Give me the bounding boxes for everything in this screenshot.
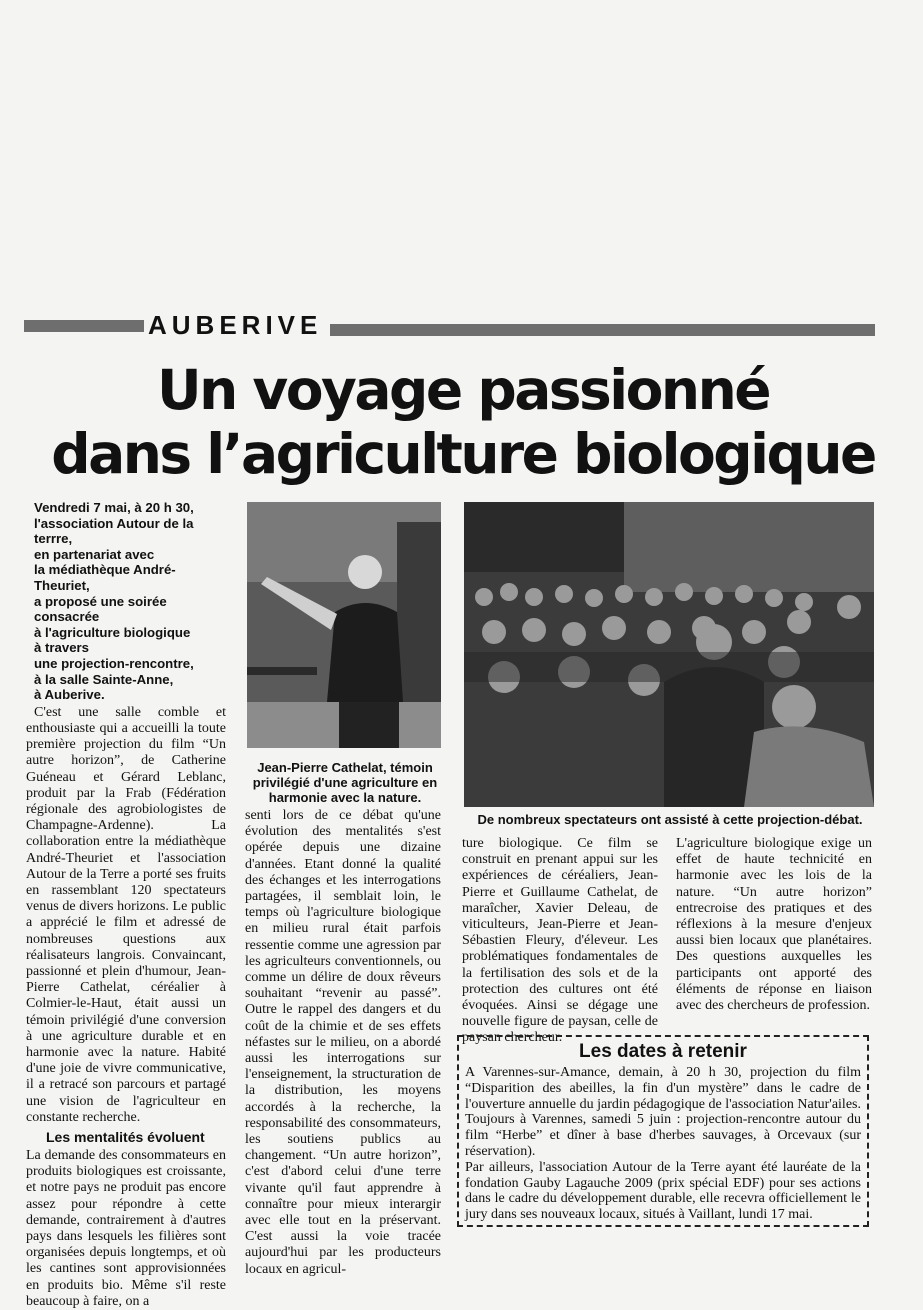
- body-paragraph: senti lors de ce débat qu'une évolution des mentalités s'est opérée depuis une dizaine d'années. Etant donné la qualité des échanges et les interrogations partagées, il semblait loin, le temps où l'agriculture biologique en milieu rural était parfois ressentie comme une agression par les agriculteurs conventionnels, ou comme un délire de doux rêveurs souhaitant “revenir au passé”. Outre le rappel des dangers et du coût de la chimie et de ses effets néfastes sur le milieu, on a abordé aussi les interrogations sur l'enseignement, la structuration de la distribution, les moyens accordés à la recherche, la responsabilité des consommateurs, les soutiens publics au changement. “Un autre horizon”, c'est d'abord celui d'une terre vivante qu'il faut apprendre à connaître pour mieux interargir avec elle tout en la préservant. C'est aussi la voie tracée aujourd'hui par les producteurs locaux en agricul-: [245, 808, 441, 1277]
- dates-box: [457, 1035, 869, 1227]
- headline: [28, 358, 898, 486]
- lead-line: à l'agriculture biologique: [34, 624, 191, 640]
- body-paragraph: L'agriculture biologique exige un effet de haute technicité en harmonie avec les lois de la nature. “Un autre horizon” entrecroise des pratiques et des réflexions à la mesure d'enjeux aussi bien locaux que planétaires. Des questions auxquelles les participants ont apporté des éléments de réponse en liaison avec des chercheurs de profession.: [676, 836, 872, 1014]
- headline-line-1: Un voyage passionné: [156, 358, 770, 422]
- header-rule-right: [330, 324, 875, 336]
- subheading: Les mentalités évoluent: [46, 1129, 205, 1145]
- lead-line: à travers: [34, 640, 89, 656]
- caption-left-photo: Jean-Pierre Cathelat, témoin privilégié d'une agriculture en harmonie avec la nature.: [252, 760, 438, 805]
- lead-line: une projection-rencontre,: [34, 655, 194, 671]
- speaker-photo-illustration: [247, 502, 441, 748]
- lead-line: en partenariat avec: [34, 546, 155, 562]
- lead-line: a proposé une soirée consacrée: [34, 593, 167, 625]
- body-paragraph: C'est une salle comble et enthousiaste qui a accueilli la toute première projection du film “Un autre horizon”, de Catherine Guéneau et Gérard Leblanc, produit par la Frab (Fédération régionale des agrobiologistes de Champagne-Ardenne). La collaboration entre la médiathèque André-Theuriet et l'association Autour de la Terre a porté ses fruits en rassemblant 120 spectateurs venus de divers horizons. Le public a apprécié le film et adressé de nombreuses questions aux réalisateurs langrois. Convaincant, passionné et plein d'humour, Jean-Pierre Cathelat, céréalier à Colmier-le-Haut, était aussi un témoin privilégié d'une conversion à une agriculture durable et en harmonie avec la nature. Habité d'une joie de vivre communicative, il a retracé son parcours et partagé une vision de l'agriculteur en constante recherche.: [26, 704, 226, 1125]
- column-1: [26, 500, 226, 1310]
- lead-paragraph: [26, 500, 226, 703]
- audience-photo-illustration: [464, 502, 874, 807]
- dates-box-title: Les dates à retenir: [579, 1041, 747, 1062]
- header-rule-left: [24, 320, 144, 332]
- column-3: [462, 836, 658, 1047]
- dates-box-paragraph: A Varennes-sur-Amance, demain, à 20 h 30, projection du film “Disparition des abeilles, la fin d'un mystère” dans le cadre de l'ouverture annuelle du jardin pédagogique de l'association Natur'ailes. Toujours à Varennes, samedi 5 juin : projection-rencontre autour du film “Herbe” et dîner à base d'herbes sauvages, à Orcevaux (sur réservation).: [465, 1065, 861, 1159]
- lead-line: à la salle Sainte-Anne,: [34, 671, 174, 687]
- lead-line: la médiathèque André-Theuriet,: [34, 562, 176, 593]
- column-2: [245, 808, 441, 1278]
- column-4: [676, 836, 872, 1014]
- lead-line: Vendredi 7 mai, à 20 h 30,: [34, 500, 194, 515]
- body-paragraph: ture biologique. Ce film se construit en prenant appui sur les expériences de céréaliers, Jean-Pierre et Guillaume Cathelat, de maraîcher, Xavier Deleau, de viticulteurs, Jean-Pierre et Jean-Sébastien Fleury, d'éleveur. Les problématiques fondamentales de la fertilisation des sols et de la protection des cultures ont été évoquées. Ainsi se dégage une nouvelle figure de paysan, celle de paysan chercheur.: [462, 836, 658, 1046]
- photo-speaker: [247, 502, 441, 748]
- lead-line: à Auberive.: [34, 687, 105, 703]
- photo-audience: [464, 502, 874, 807]
- lead-line: l'association Autour de la terrre,: [34, 515, 194, 547]
- section-kicker: AUBERIVE: [148, 310, 323, 340]
- body-paragraph: La demande des consommateurs en produits biologiques est croissante, et notre pays ne produit pas encore assez pour répondre à cette demande, contrairement à d'autres pays dans lesquels les filières sont organisées depuis longtemps, et où les cantines sont approvisionnées en produits bio. Même s'il reste beaucoup à faire, on a: [26, 1148, 226, 1309]
- dates-box-paragraph: Par ailleurs, l'association Autour de la Terre ayant été lauréate de la fondation Gauby Lagauche 2009 (prix spécial EDF) pour ses actions dans le cadre du développement durable, elle recevra officiellement le jury dans ses nouveaux locaux, situés à Vaillant, lundi 17 mai.: [465, 1159, 861, 1223]
- headline-line-2: dans l’agriculture biologique: [51, 422, 875, 486]
- caption-right-photo: De nombreux spectateurs ont assisté à cette projection-débat.: [477, 812, 863, 827]
